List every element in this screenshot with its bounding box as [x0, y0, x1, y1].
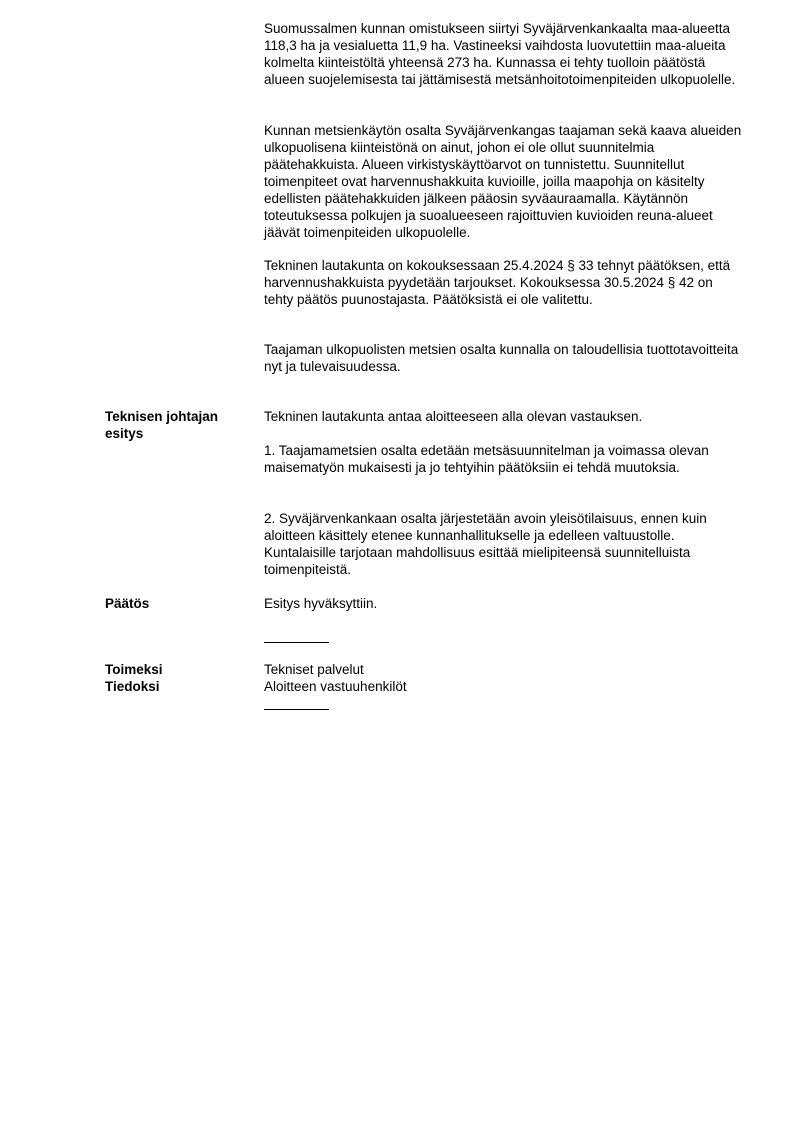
- proposal-item-2: 2. Syväjärvenkankaan osalta järjestetään avoin yleisötilaisuus, ennen kuin aloitteen käsittely etenee kunnanhallitukselle ja edelleen valtuustolle. Kuntalaisille tarjotaan mahdollisuus esittää mielipiteensä suunnitelluista toimenpiteistä.: [264, 511, 707, 577]
- background-paragraph-3: Tekninen lautakunta on kokouksessaan 25.4.2024 § 33 tehnyt päätöksen, että harvennushakkuista pyydetään tarjoukset. Kokouksessa 30.5.2024 § 42 on tehty päätös puunostajasta. Päätöksistä ei ole valitettu.: [264, 258, 731, 307]
- decision-label: Päätös: [105, 596, 150, 611]
- proposal-intro: Tekninen lautakunta antaa aloitteeseen alla olevan vastauksen.: [264, 409, 643, 424]
- decision-text: Esitys hyväksyttiin.: [264, 596, 378, 611]
- separator-line-2: [264, 709, 329, 710]
- separator-line-1: [264, 642, 329, 643]
- background-paragraph-4: Taajaman ulkopuolisten metsien osalta kunnalla on taloudellisia tuottotavoitteita nyt ja tulevaisuudessa.: [264, 342, 739, 374]
- proposal-label-line-1: Teknisen johtajan: [105, 409, 219, 424]
- proposal-item-1: 1. Taajamametsien osalta edetään metsäsuunnitelman ja voimassa olevan maisematyön mukaisesti ja jo tehtyihin päätöksiin ei tehdä muutoksia.: [264, 443, 709, 475]
- background-paragraph-2: Kunnan metsienkäytön osalta Syväjärvenkangas taajaman sekä kaava alueiden ulkopuolisena kiinteistönä on ainut, johon ei ole ollut suunnitelmia päätehakkuista. Alueen virkistyskäyttöarvot on tunnistettu. Suunnitellut toimenpiteet ovat harvennushakkuita kuvioille, joilla maapohja on käsitelty edellisten päätehakkuiden jälkeen pääosin syväauraamalla. Käytännön toteutuksessa polkujen ja suoalueeseen rajoittuvien kuvioiden reuna-alueet jäävät toimenpiteiden ulkopuolelle.: [264, 123, 742, 240]
- toimeksi-label: Toimeksi: [105, 662, 163, 677]
- proposal-label: [105, 408, 255, 442]
- tiedoksi-label: Tiedoksi: [105, 679, 160, 694]
- toimeksi-value: Tekniset palvelut: [264, 662, 364, 677]
- background-paragraph-1: Suomussalmen kunnan omistukseen siirtyi Syväjärvenkankaalta maa-alueetta 118,3 ha ja vesialuetta 11,9 ha. Vastineeksi vaihdosta luovutettiin maa-alueita kolmelta kiinteistöltä yhteensä 273 ha. Kunnassa ei tehty tuolloin päätöstä alueen suojelemisesta tai jättämisestä metsänhoitotoimenpiteiden ulkopuolelle.: [264, 21, 736, 87]
- tiedoksi-value: Aloitteen vastuuhenkilöt: [264, 679, 407, 694]
- proposal-label-line-2: esitys: [105, 426, 144, 441]
